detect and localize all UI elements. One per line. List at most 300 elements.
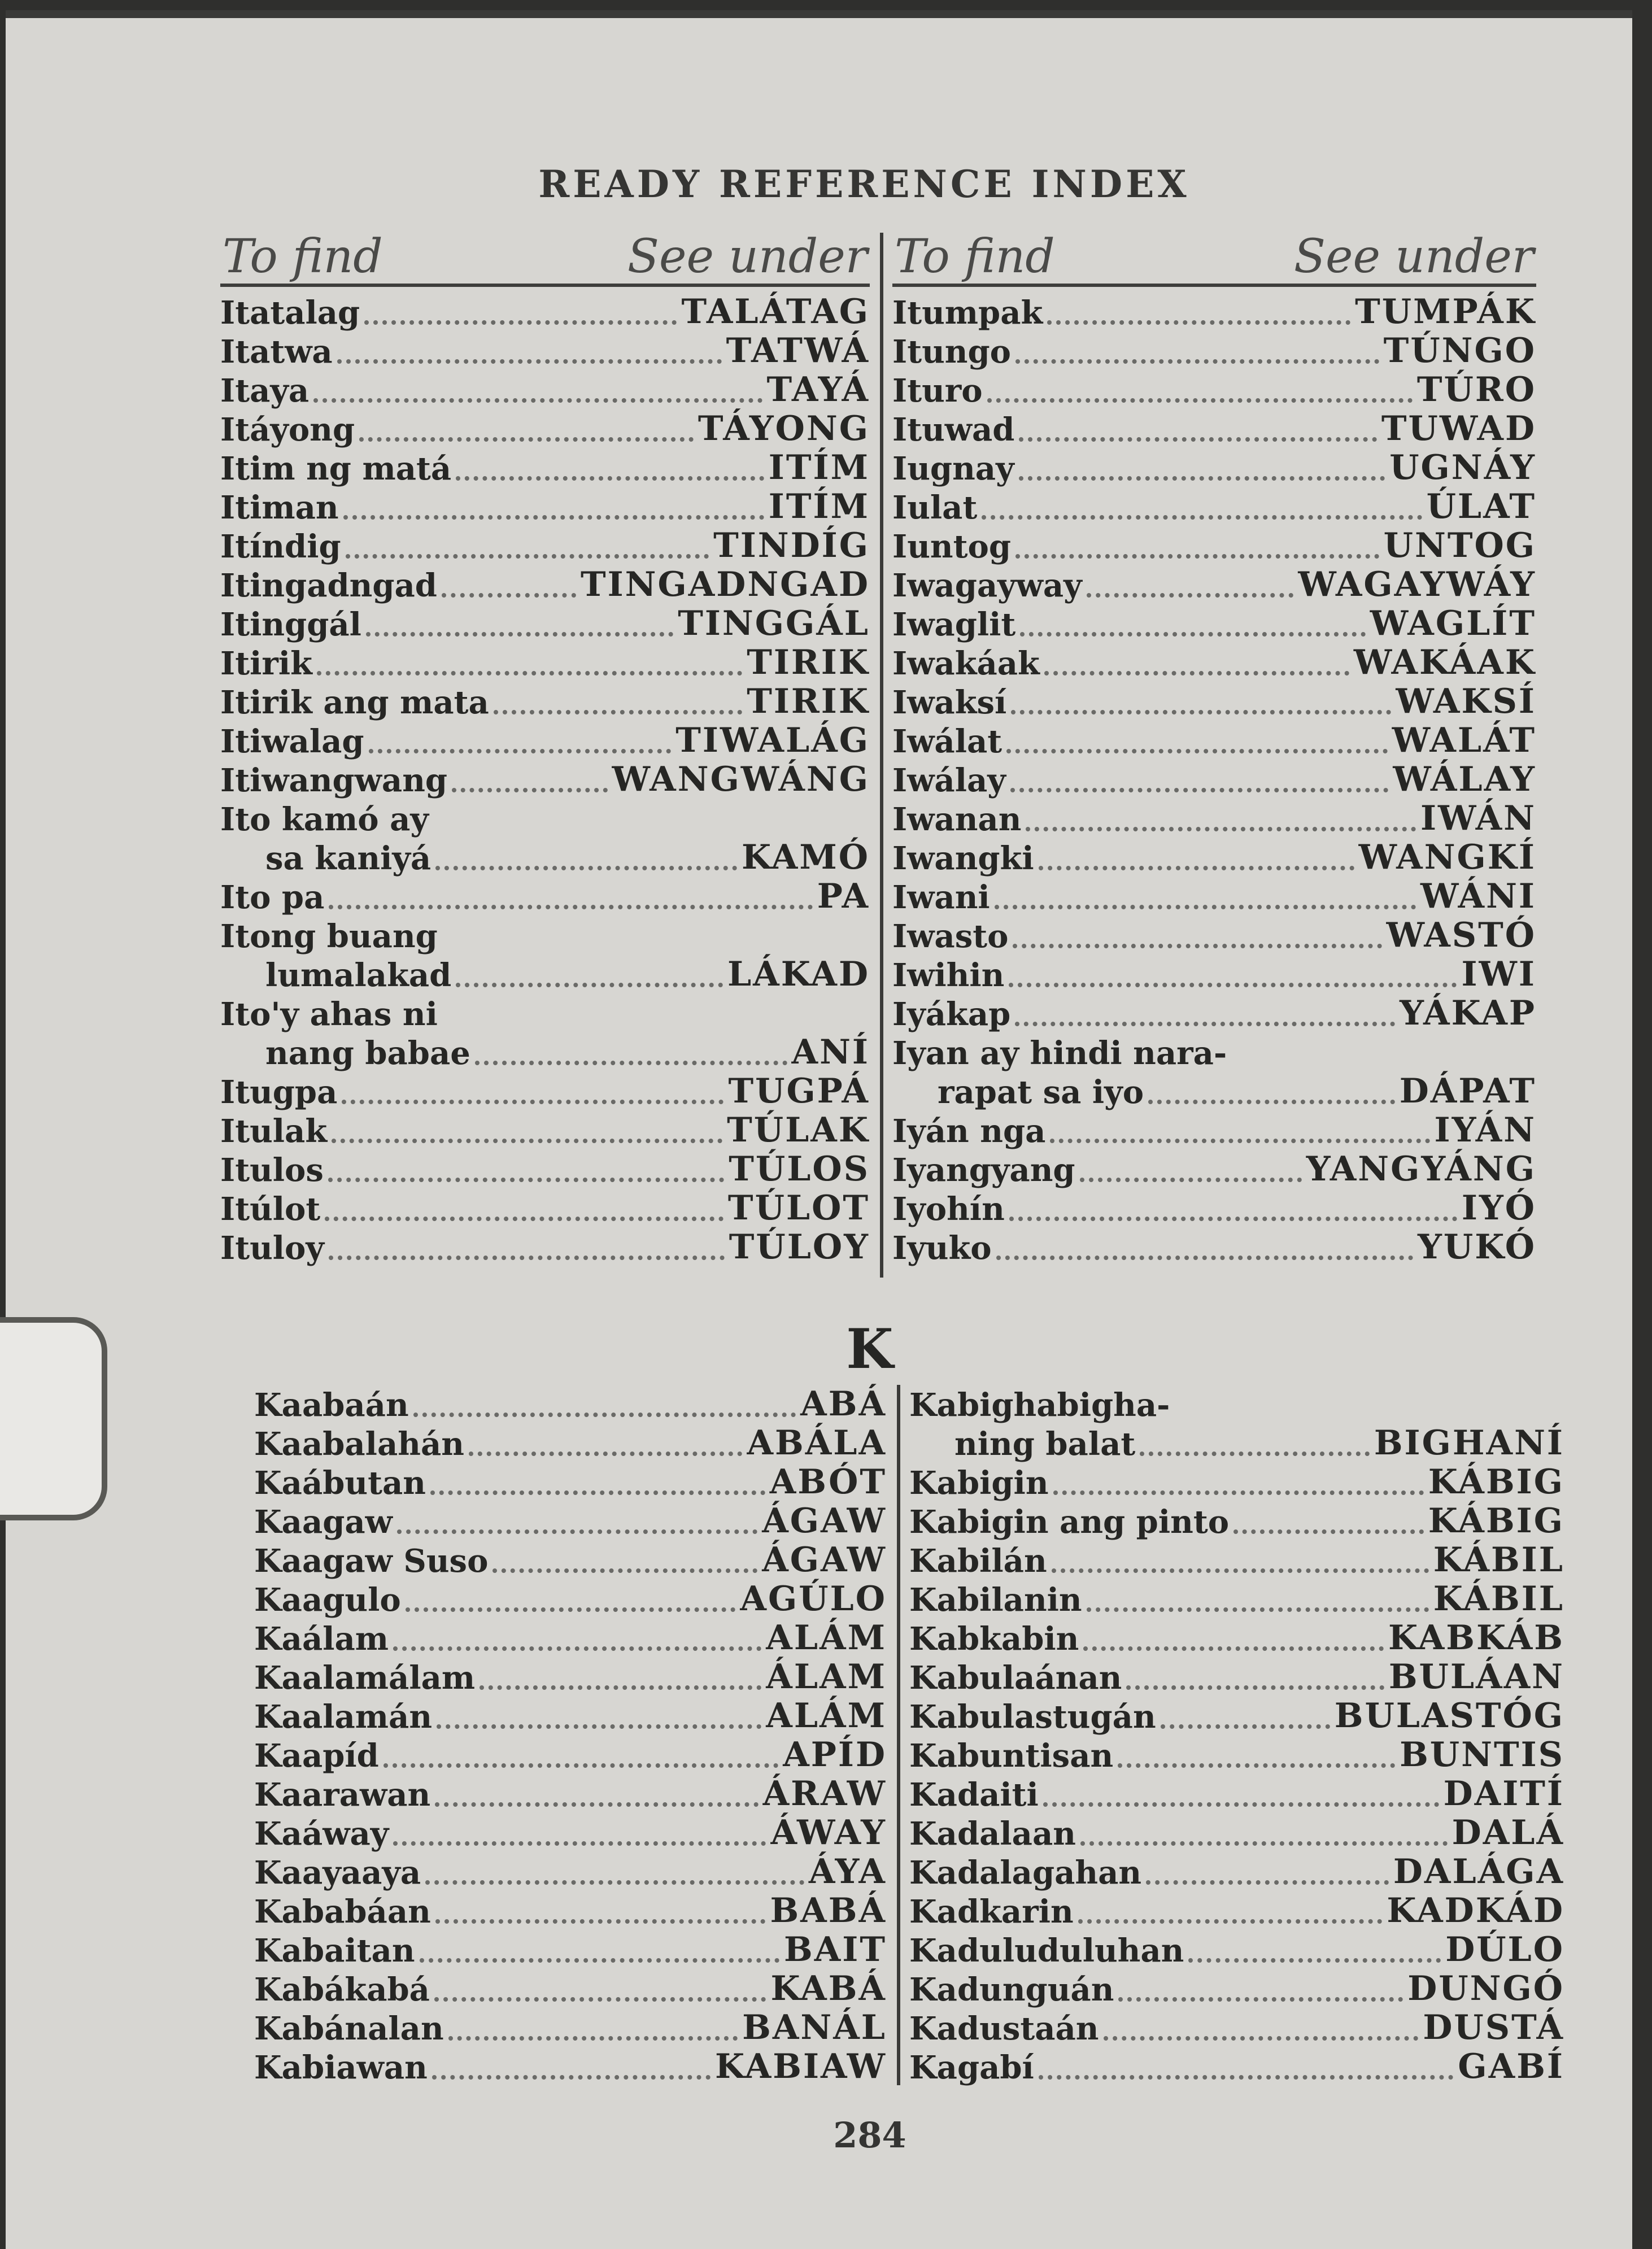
- entry-reference: WASTÓ: [1386, 916, 1536, 955]
- index-entry: [892, 799, 1536, 838]
- dot-leader: [432, 2071, 711, 2080]
- entry-term: Kabákabá: [254, 1971, 430, 2008]
- index-entry: [909, 1775, 1564, 1814]
- dot-leader: [1019, 433, 1376, 442]
- entry-reference: TÚLAK: [727, 1110, 870, 1150]
- entry-reference: TÁYONG: [698, 409, 870, 448]
- index-entry: [254, 1385, 887, 1424]
- entry-term: Kabilanin: [909, 1581, 1082, 1619]
- entry-term: Itirik ang mata: [220, 684, 489, 721]
- entry-list: [909, 1385, 1564, 2086]
- entry-term: Ito'y ahas ni: [220, 996, 438, 1033]
- entry-term: Kaalamálam: [254, 1659, 476, 1697]
- entry-reference: ÁGAW: [762, 1501, 887, 1541]
- index-entry: [220, 487, 870, 526]
- entry-reference: BAIT: [784, 1930, 887, 1969]
- entry-reference: TUMPÁK: [1355, 292, 1536, 332]
- entry-term: Itingadngad: [220, 567, 437, 604]
- entry-reference: TIRIK: [747, 643, 870, 682]
- index-entry: [909, 2047, 1564, 2086]
- dot-leader: [1118, 1993, 1403, 2002]
- dot-leader: [364, 316, 677, 325]
- dot-leader: [1011, 705, 1391, 714]
- dot-leader: [1043, 1798, 1439, 1807]
- entry-reference: TIRIK: [747, 682, 870, 721]
- entry-term: Kaabalahán: [254, 1426, 464, 1463]
- index-entry: [254, 1541, 887, 1580]
- dot-leader: [346, 550, 709, 559]
- dot-leader: [995, 900, 1416, 909]
- entry-reference: DALÁ: [1452, 1813, 1564, 1853]
- index-entry: [254, 1502, 887, 1541]
- entry-term: Iulat: [892, 489, 978, 526]
- entry-reference: APÍD: [783, 1735, 887, 1775]
- index-entry: [254, 1969, 887, 2008]
- dot-leader: [435, 861, 737, 870]
- dot-leader: [329, 900, 812, 909]
- entry-reference: WANGKÍ: [1358, 838, 1536, 877]
- entry-reference: IWI: [1461, 954, 1536, 994]
- index-entry: [892, 877, 1536, 916]
- entry-term: Iyan ay hindi nara-: [892, 1035, 1227, 1072]
- dot-leader: [435, 1798, 758, 1807]
- entry-reference: GABÍ: [1458, 2047, 1564, 2086]
- entry-term: Ituwad: [892, 411, 1015, 448]
- index-entry: [892, 1189, 1536, 1228]
- index-entry: [220, 332, 870, 371]
- index-entry: [220, 448, 870, 487]
- entry-term: Itúlot: [220, 1191, 321, 1228]
- entry-reference: PA: [817, 877, 870, 916]
- dot-leader: [1019, 472, 1385, 481]
- entry-reference: YUKÓ: [1418, 1227, 1536, 1267]
- dot-leader: [1015, 550, 1379, 559]
- index-entry: [254, 1580, 887, 1619]
- dot-leader: [1188, 1954, 1441, 1963]
- index-entry: [909, 2008, 1564, 2047]
- entry-term: Itong buang: [220, 918, 438, 955]
- entry-term: Ito pa: [220, 879, 325, 916]
- entry-reference: AGÚLO: [740, 1579, 887, 1619]
- entry-term: Iyákap: [892, 996, 1011, 1033]
- entry-reference: WAKÁAK: [1353, 643, 1536, 682]
- entry-reference: DÁPAT: [1399, 1071, 1536, 1111]
- index-entry: [220, 955, 870, 994]
- entry-reference: UNTOG: [1383, 526, 1536, 565]
- entry-term: Kadalagahan: [909, 1854, 1142, 1891]
- entry-term: Kabulaánan: [909, 1659, 1122, 1697]
- bottom-left-column: [254, 1385, 887, 2086]
- entry-reference: ABÁ: [800, 1384, 887, 1424]
- entry-reference: ÁGAW: [762, 1540, 887, 1580]
- entry-term: Iwálat: [892, 723, 1002, 760]
- index-entry: [220, 877, 870, 916]
- dot-leader: [475, 1056, 787, 1065]
- index-entry: [254, 1658, 887, 1697]
- to-find-heading: To find: [223, 230, 383, 284]
- entry-reference: IWÁN: [1420, 799, 1536, 838]
- entry-term: Kababáan: [254, 1893, 431, 1930]
- index-entry: [892, 955, 1536, 994]
- dot-leader: [1050, 1134, 1429, 1143]
- dot-leader: [1020, 627, 1365, 637]
- entry-term: Kaábutan: [254, 1465, 426, 1502]
- entry-reference: DALÁGA: [1393, 1852, 1564, 1891]
- index-entry: [220, 409, 870, 448]
- dot-leader: [1009, 1212, 1457, 1221]
- entry-term: ning balat: [954, 1426, 1136, 1463]
- entry-term: Kabaitan: [254, 1932, 415, 1969]
- entry-term: Kadaiti: [909, 1776, 1039, 1814]
- index-entry: [254, 1853, 887, 1891]
- dot-leader: [1039, 2071, 1454, 2080]
- entry-term: Kaarawan: [254, 1776, 431, 1814]
- entry-reference: DUNGÓ: [1407, 1969, 1564, 2008]
- dot-leader: [1052, 1564, 1429, 1573]
- entry-reference: ÚLAT: [1426, 487, 1536, 526]
- dot-leader: [1087, 1603, 1429, 1612]
- index-entry: [892, 994, 1536, 1033]
- entry-term: Kaagaw Suso: [254, 1542, 489, 1580]
- dot-leader: [982, 511, 1422, 520]
- entry-term: Kabánalan: [254, 2010, 444, 2047]
- entry-reference: TIWALÁG: [675, 721, 870, 760]
- entry-reference: ITÍM: [768, 448, 870, 487]
- top-left-column: [220, 221, 870, 1267]
- index-entry: [254, 1424, 887, 1463]
- index-entry: [220, 682, 870, 721]
- column-heading: [220, 221, 870, 287]
- book-page: [6, 10, 1632, 2249]
- entry-reference: BULASTÓG: [1334, 1696, 1564, 1736]
- dot-leader: [456, 472, 764, 481]
- top-right-column: [892, 221, 1536, 1267]
- index-entry: [909, 1853, 1564, 1891]
- entry-reference: WAGLÍT: [1370, 604, 1536, 643]
- index-entry: [909, 1424, 1564, 1463]
- entry-reference: TAYÁ: [766, 370, 870, 409]
- dot-leader: [325, 1212, 723, 1221]
- entry-term: Iwihin: [892, 957, 1005, 994]
- entry-term: Kadkarin: [909, 1893, 1074, 1930]
- dot-leader: [494, 705, 742, 714]
- entry-term: Itáyong: [220, 411, 355, 448]
- index-entry: [892, 643, 1536, 682]
- index-entry: [220, 721, 870, 760]
- dot-leader: [1039, 861, 1354, 870]
- entry-list: [220, 293, 870, 1267]
- entry-reference: TUWAD: [1381, 409, 1536, 448]
- entry-reference: KÁBIG: [1428, 1501, 1564, 1541]
- dot-leader: [1010, 783, 1389, 792]
- index-entry: [892, 526, 1536, 565]
- index-entry: [892, 1150, 1536, 1189]
- index-entry: [892, 487, 1536, 526]
- entry-term: Iugnay: [892, 450, 1014, 487]
- entry-reference: YÁKAP: [1400, 993, 1536, 1033]
- entry-term: Iyohín: [892, 1191, 1005, 1228]
- entry-reference: TINGGÁL: [678, 604, 870, 643]
- entry-reference: WÁNI: [1420, 877, 1536, 916]
- dot-leader: [420, 1954, 779, 1963]
- entry-reference: KABKÁB: [1388, 1618, 1564, 1658]
- entry-term: Kabighabighа-: [909, 1387, 1170, 1424]
- entry-term: Kabkabin: [909, 1620, 1079, 1658]
- index-entry: [892, 332, 1536, 371]
- index-entry: [909, 1891, 1564, 1930]
- dot-leader: [343, 511, 764, 520]
- index-entry: [220, 838, 870, 877]
- dot-leader: [1078, 1915, 1383, 1924]
- index-entry: [909, 1619, 1564, 1658]
- dot-leader: [317, 666, 742, 675]
- see-under-heading: See under: [1293, 230, 1534, 284]
- entry-term: Iyangyang: [892, 1152, 1075, 1189]
- entry-term: Itiman: [220, 489, 339, 526]
- index-entry: [909, 1736, 1564, 1775]
- index-entry: [254, 1930, 887, 1969]
- index-entry: [254, 1775, 887, 1814]
- entry-term: Itugpa: [220, 1074, 338, 1111]
- entry-reference: IYÓ: [1461, 1188, 1536, 1228]
- dot-leader: [393, 1642, 761, 1651]
- entry-reference: ÁYA: [808, 1852, 887, 1891]
- entry-reference: KAMÓ: [742, 838, 870, 877]
- dot-leader: [1126, 1681, 1384, 1690]
- index-entry: [909, 1580, 1564, 1619]
- entry-reference: WALÁT: [1392, 721, 1536, 760]
- entry-reference: YANGYÁNG: [1306, 1149, 1536, 1189]
- entry-reference: ALÁM: [766, 1696, 887, 1736]
- entry-term: Itaya: [220, 372, 310, 409]
- entry-term: Iwani: [892, 879, 990, 916]
- entry-reference: ITÍM: [768, 487, 870, 526]
- index-entry: [220, 293, 870, 332]
- index-entry: [909, 1463, 1564, 1502]
- dot-leader: [1148, 1095, 1395, 1104]
- entry-term: sa kaniyá: [265, 840, 431, 877]
- entry-term: Iwaksí: [892, 684, 1007, 721]
- page-number: 284: [833, 2115, 906, 2156]
- entry-reference: TÚNGO: [1383, 331, 1536, 371]
- entry-term: Itinggál: [220, 606, 361, 643]
- column-divider: [897, 1385, 900, 2085]
- entry-reference: BIGHANÍ: [1374, 1423, 1564, 1463]
- dot-leader: [442, 589, 576, 598]
- dot-leader: [1009, 978, 1457, 987]
- index-entry: [254, 2047, 887, 2086]
- entry-reference: ALÁM: [766, 1618, 887, 1658]
- dot-leader: [1080, 1837, 1448, 1846]
- index-entry: [909, 1969, 1564, 2008]
- entry-reference: BULÁAN: [1388, 1657, 1564, 1697]
- dot-leader: [413, 1408, 796, 1417]
- dot-leader: [492, 1564, 757, 1573]
- column-heading: [892, 221, 1536, 287]
- entry-reference: TUGPÁ: [728, 1071, 870, 1111]
- index-entry: [220, 760, 870, 799]
- index-entry: [892, 448, 1536, 487]
- entry-term: Kaabaán: [254, 1387, 409, 1424]
- index-entry: [892, 604, 1536, 643]
- bottom-index-section: [254, 1385, 1564, 2102]
- entry-term: Itim ng matá: [220, 450, 452, 487]
- dot-leader: [342, 1095, 723, 1104]
- entry-reference: WANGWÁNG: [612, 760, 870, 799]
- dot-leader: [469, 1447, 742, 1456]
- index-entry: [892, 1033, 1536, 1072]
- dot-leader: [434, 1993, 766, 2002]
- dot-leader: [1015, 355, 1379, 364]
- dot-leader: [456, 978, 723, 987]
- dot-leader: [996, 1251, 1413, 1260]
- entry-term: Kaalamán: [254, 1698, 433, 1736]
- dot-leader: [452, 783, 608, 792]
- to-find-heading: To find: [895, 230, 1055, 284]
- entry-term: Kaapíd: [254, 1737, 379, 1775]
- entry-term: Kadalaan: [909, 1815, 1076, 1853]
- index-entry: [220, 526, 870, 565]
- page-title: READY REFERENCE INDEX: [538, 162, 1190, 206]
- entry-term: Ituro: [892, 372, 983, 409]
- index-entry: [254, 1736, 887, 1775]
- index-entry: [254, 1463, 887, 1502]
- index-entry: [909, 1385, 1564, 1424]
- top-index-section: [220, 221, 1536, 1283]
- index-entry: [892, 760, 1536, 799]
- entry-term: Kaayaaya: [254, 1854, 421, 1891]
- index-entry: [892, 682, 1536, 721]
- index-entry: [892, 838, 1536, 877]
- entry-term: Itíndig: [220, 528, 341, 565]
- entry-reference: ANÍ: [791, 1032, 870, 1072]
- index-entry: [892, 371, 1536, 409]
- dot-leader: [1013, 939, 1381, 948]
- dot-leader: [366, 627, 673, 637]
- entry-reference: KABÁ: [770, 1969, 887, 2008]
- entry-reference: BABÁ: [770, 1891, 887, 1930]
- section-letter: K: [846, 1317, 893, 1381]
- entry-term: Itungo: [892, 333, 1011, 371]
- entry-reference: DÚLO: [1445, 1930, 1564, 1969]
- entry-reference: TÚLOS: [729, 1149, 870, 1189]
- index-entry: [254, 1619, 887, 1658]
- entry-reference: TÚRO: [1416, 370, 1536, 409]
- dot-leader: [1015, 1017, 1395, 1026]
- entry-reference: ABÁLA: [747, 1423, 887, 1463]
- entry-term: Itulak: [220, 1113, 328, 1150]
- entry-term: Ituloy: [220, 1230, 324, 1267]
- entry-term: Iyuko: [892, 1230, 992, 1267]
- index-entry: [892, 1072, 1536, 1111]
- entry-term: Kaagaw: [254, 1503, 393, 1541]
- index-entry: [220, 994, 870, 1033]
- entry-reference: KÁBIG: [1428, 1462, 1564, 1502]
- entry-reference: TATWÁ: [726, 331, 870, 371]
- dot-leader: [1087, 589, 1294, 598]
- entry-term: Iwakáak: [892, 645, 1040, 682]
- dot-leader: [397, 1525, 757, 1534]
- dot-leader: [393, 1837, 766, 1846]
- index-entry: [909, 1658, 1564, 1697]
- bottom-right-column: [909, 1385, 1564, 2086]
- entry-reference: ÁWAY: [770, 1813, 887, 1853]
- index-entry: [909, 1930, 1564, 1969]
- dot-leader: [1047, 316, 1350, 325]
- entry-term: Kabigin ang pinto: [909, 1503, 1230, 1541]
- dot-leader: [480, 1681, 761, 1690]
- index-entry: [220, 643, 870, 682]
- entry-term: Kaáway: [254, 1815, 389, 1853]
- index-entry: [254, 1891, 887, 1930]
- entry-reference: TINDÍG: [713, 526, 870, 565]
- entry-term: Iwaglit: [892, 606, 1016, 643]
- dot-leader: [1080, 1173, 1302, 1182]
- entry-reference: ÁLAM: [766, 1657, 887, 1697]
- entry-term: Itulos: [220, 1152, 324, 1189]
- dot-leader: [448, 2032, 738, 2041]
- entry-term: Itirik: [220, 645, 312, 682]
- index-entry: [909, 1541, 1564, 1580]
- dot-leader: [987, 394, 1413, 403]
- dot-leader: [1140, 1447, 1370, 1456]
- entry-term: Iwagayway: [892, 567, 1082, 604]
- dot-leader: [1104, 2032, 1419, 2041]
- entry-term: Kaduluduluhan: [909, 1932, 1184, 1969]
- index-entry: [892, 409, 1536, 448]
- entry-reference: TÚLOY: [729, 1227, 870, 1267]
- dot-leader: [313, 394, 762, 403]
- dot-leader: [369, 744, 672, 753]
- dot-leader: [1044, 666, 1349, 675]
- index-entry: [892, 1228, 1536, 1267]
- dot-leader: [359, 433, 694, 442]
- index-entry: [220, 1189, 870, 1228]
- dot-leader: [1161, 1720, 1330, 1729]
- entry-reference: TALÁTAG: [681, 292, 870, 332]
- entry-list: [254, 1385, 887, 2086]
- entry-reference: WAGAYWÁY: [1298, 565, 1536, 604]
- entry-reference: DAITÍ: [1443, 1774, 1564, 1814]
- dot-leader: [425, 1876, 804, 1885]
- dot-leader: [329, 1251, 725, 1260]
- entry-term: Itiwangwang: [220, 762, 448, 799]
- entry-reference: IYÁN: [1434, 1110, 1536, 1150]
- dot-leader: [406, 1603, 736, 1612]
- entry-term: Kabigin: [909, 1465, 1049, 1502]
- index-entry: [909, 1697, 1564, 1736]
- index-entry: [892, 293, 1536, 332]
- index-entry: [254, 1814, 887, 1853]
- index-entry: [220, 1150, 870, 1189]
- entry-reference: ÁRAW: [762, 1774, 887, 1814]
- index-entry: [220, 1072, 870, 1111]
- entry-term: lumalakad: [265, 957, 452, 994]
- entry-term: Kabulastugán: [909, 1698, 1156, 1736]
- entry-reference: BANÁL: [742, 2008, 887, 2047]
- entry-term: Iwangki: [892, 840, 1034, 877]
- index-entry: [220, 799, 870, 838]
- index-entry: [220, 1111, 870, 1150]
- index-entry: [220, 1033, 870, 1072]
- entry-reference: WAKSÍ: [1396, 682, 1536, 721]
- dot-leader: [1118, 1759, 1395, 1768]
- dot-leader: [332, 1134, 722, 1143]
- entry-reference: KÁBIL: [1433, 1540, 1564, 1580]
- dot-leader: [328, 1173, 724, 1182]
- dot-leader: [1026, 822, 1416, 831]
- entry-reference: ABÓT: [769, 1462, 887, 1502]
